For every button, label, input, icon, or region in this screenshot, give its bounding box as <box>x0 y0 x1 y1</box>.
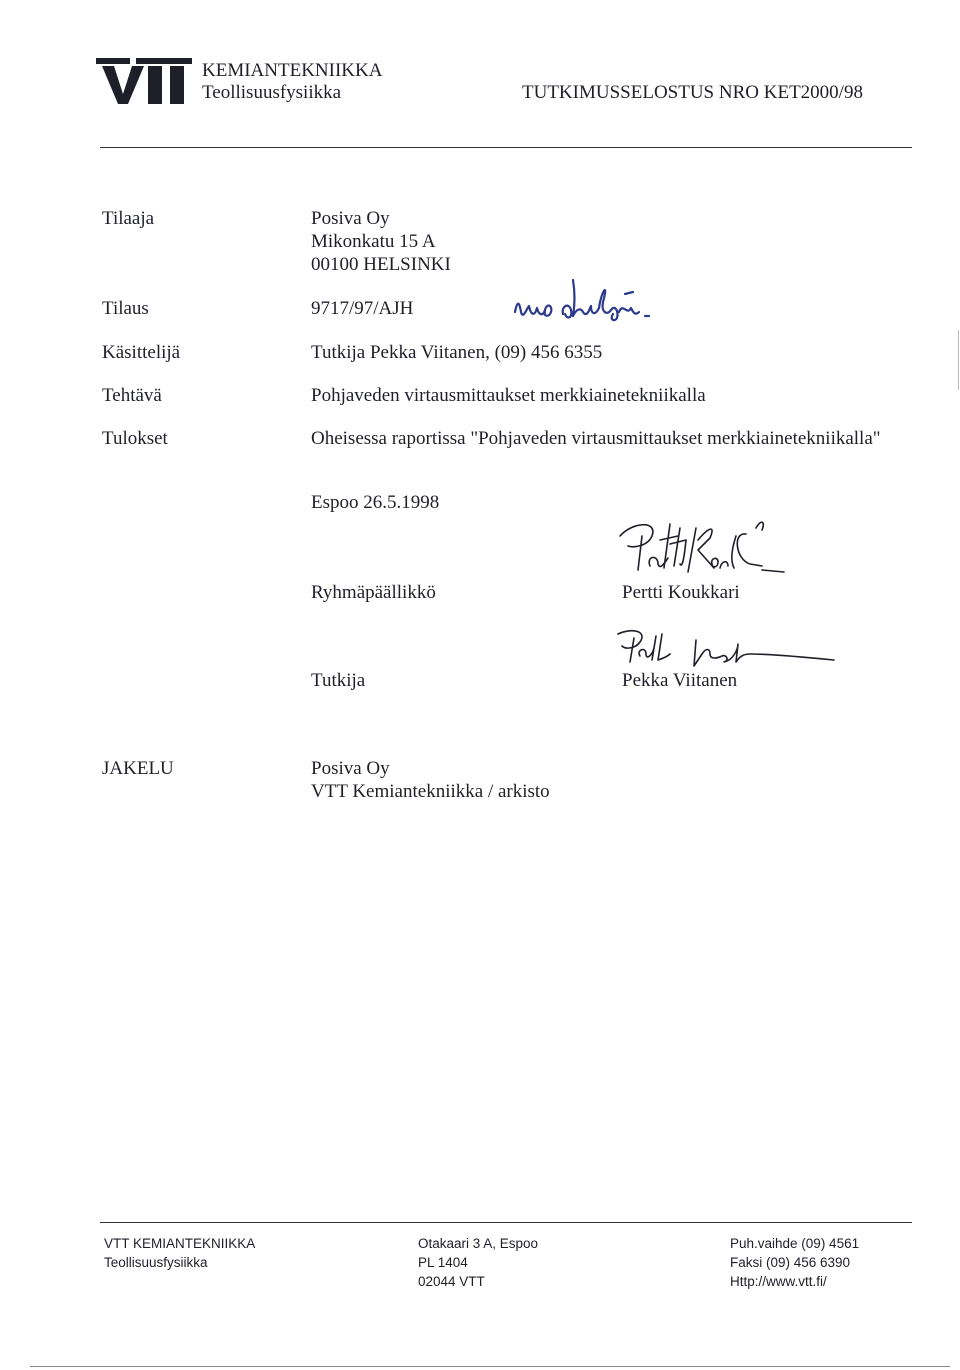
vtt-logo <box>96 46 192 106</box>
footer-text: Faksi (09) 456 6390 <box>730 1255 851 1270</box>
tilaaja-label: Tilaaja <box>102 208 155 229</box>
kasittelija-label: Käsittelijä <box>102 342 181 363</box>
footer-text: Teollisuusfysiikka <box>104 1255 208 1270</box>
scan-edge-mark <box>958 330 959 390</box>
handwritten-signature-order <box>505 272 655 332</box>
tulokset-value: Oheisessa raportissa "Pohjaveden virtausmittaukset merkkiainetekniikalla" <box>311 428 881 449</box>
footer-text: PL 1404 <box>418 1255 468 1270</box>
tilaus-value: 9717/97/AJH <box>311 298 414 319</box>
footer-text: Http://www.vtt.fi/ <box>730 1274 827 1289</box>
signatory-title: Ryhmäpäällikkö <box>311 582 436 603</box>
signatory-name: Pertti Koukkari <box>622 582 740 603</box>
tilaaja-line: 00100 HELSINKI <box>311 254 451 275</box>
jakelu-label: JAKELU <box>102 758 174 779</box>
tehtava-label: Tehtävä <box>102 385 162 406</box>
org-name: KEMIANTEKNIIKKA <box>202 60 383 81</box>
scan-edge-line <box>30 1366 950 1367</box>
footer-text: Puh.vaihde (09) 4561 <box>730 1236 860 1251</box>
footer-col-contact <box>730 1234 859 1291</box>
footer-text: 02044 VTT <box>418 1274 485 1289</box>
header-divider <box>100 147 912 148</box>
kasittelija-value: Tutkija Pekka Viitanen, (09) 456 6355 <box>311 342 603 363</box>
tilaaja-line: Posiva Oy <box>311 208 390 229</box>
place-date: Espoo 26.5.1998 <box>311 492 440 513</box>
footer-divider <box>100 1222 912 1223</box>
signatory-name: Pekka Viitanen <box>622 670 738 691</box>
tilaaja-line: Mikonkatu 15 A <box>311 231 436 252</box>
tulokset-label: Tulokset <box>102 428 168 449</box>
footer-col-org <box>104 1234 255 1272</box>
handwritten-signature-koukkari <box>612 514 792 584</box>
handwritten-signature-viitanen <box>614 624 844 674</box>
footer-col-address <box>418 1234 538 1291</box>
tehtava-value: Pohjaveden virtausmittaukset merkkiainetekniikalla <box>311 385 706 406</box>
footer-text: Otakaari 3 A, Espoo <box>418 1236 539 1251</box>
org-division: Teollisuusfysiikka <box>202 82 342 103</box>
footer-text: VTT KEMIANTEKNIIKKA <box>104 1236 256 1251</box>
signatory-title: Tutkija <box>311 670 366 691</box>
tilaus-label: Tilaus <box>102 298 149 319</box>
jakelu-line: VTT Kemiantekniikka / arkisto <box>311 781 550 802</box>
jakelu-line: Posiva Oy <box>311 758 390 779</box>
report-number: TUTKIMUSSELOSTUS NRO KET2000/98 <box>522 82 863 103</box>
